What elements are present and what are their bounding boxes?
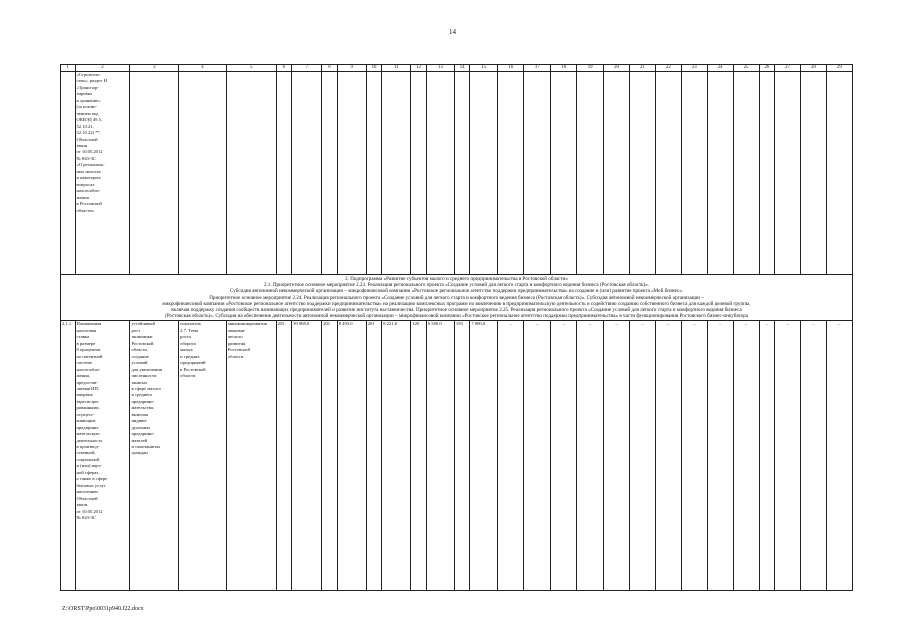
table-cell: – (733, 321, 759, 591)
column-number: 14 (454, 65, 470, 72)
table-cell: – (800, 321, 826, 591)
table-cell: – (551, 321, 577, 591)
page-number: 14 (449, 28, 456, 36)
column-number: 1 (61, 65, 76, 72)
column-number: 12 (411, 65, 427, 72)
column-number: 21 (629, 65, 655, 72)
table-cell: 6 500,0 (426, 321, 454, 591)
column-number: 28 (800, 65, 826, 72)
measure-description: Пониженная налоговая ставка в размере 0 процентов по патентной системе налогообло- жения, предостав- ляемая ИП, впервые зарегистри- рованными, осущест- вляющим предприни- мательскую деятельность в производ- ственной, социальной и (или) науч- ной сферах, а также в сфере бытовых услуг населению. Областной закон от 10.05.2012 № 843-ЗС (75, 321, 130, 591)
column-number: 29 (826, 65, 852, 72)
table-cell: 201 (366, 321, 382, 591)
main-table (60, 64, 853, 591)
measure-goal: устойчивый рост экономики Ростовской области, создание условий для увеличения численности занятых в сфере малого и среднего предприни- мательства, включая индиви- дуальных предприни- мателей и самозанятых граждан (130, 321, 179, 591)
column-number: 26 (759, 65, 775, 72)
data-row (61, 321, 853, 591)
column-number: 8 (322, 65, 338, 72)
table-cell: 8 221,0 (382, 321, 411, 591)
table-cell: – (707, 321, 733, 591)
column-number: 25 (733, 65, 759, 72)
table-cell: – (759, 321, 775, 591)
column-number: 20 (604, 65, 630, 72)
row-number: 2.1.1. (61, 321, 76, 591)
file-path: Z:\ORST\Ppo\0031p940.f22.docx (62, 606, 144, 612)
table-cell: 201 (322, 321, 338, 591)
table-cell: – (655, 321, 681, 591)
table-cell: – (681, 321, 707, 591)
table-cell: – (604, 321, 630, 591)
column-number: 27 (775, 65, 801, 72)
column-number: 2 (75, 65, 130, 72)
column-number: 19 (577, 65, 604, 72)
continuation-row (61, 72, 853, 275)
subprogram-title: 2. Подпрограмма «Развитие субъектов малого и среднего предпринимательства в Ростовской области» (345, 276, 568, 282)
table-cell: 120 (411, 321, 427, 591)
column-number: 6 (276, 65, 292, 72)
column-number: 7 (292, 65, 322, 72)
subprogram-row (61, 275, 853, 321)
column-number: 9 (337, 65, 366, 72)
column-number-row (61, 65, 853, 72)
column-number: 10 (366, 65, 382, 72)
column-number: 22 (655, 65, 681, 72)
table-cell: 8 493,0 (337, 321, 366, 591)
column-number: 3 (130, 65, 179, 72)
table-cell: – (524, 321, 551, 591)
table-cell: – (775, 321, 801, 591)
table-cell: – (577, 321, 604, 591)
column-number: 11 (382, 65, 411, 72)
subprogram-cell (61, 275, 853, 321)
column-number: 17 (524, 65, 551, 72)
column-number: 24 (707, 65, 733, 72)
column-number: 13 (426, 65, 454, 72)
column-number: 23 (681, 65, 707, 72)
table-cell: – (826, 321, 852, 591)
column-number: 4 (179, 65, 227, 72)
subprogram-text: 2.1. Приоритетное основное мероприятие 2.23. Реализация регионального проекта «Создание условий для легкого старта и комфортного ведения бизнеса (Ростовская область)». Субсидия автономной некоммерческой организации – микрофинансовой компании «Ростовское региональное агентство поддержки предпринимательства» на создание и (или) развитие проекта «Мой бизнес». Приоритетное основное мероприятие 2.24. Реализация регионального проекта «Создание условий для легкого старта и комфортного ведения бизнеса (Ростовская область)». Субсидия автономной некоммерческой организации – микрофинансовой компании «Ростовское региональное агентство поддержки предпринимательства» на реализацию комплексных программ по вовлечению в предпринимательскую деятельность и содействию созданию собственного бизнеса для каждой целевой группы, включая поддержку создания сообществ начинающих предпринимателей и развитие института наставничества. Приоритетное основное мероприятие 2.25. Реализация регионального проекта «Создание условий для легкого старта и комфортного ведения бизнеса (Ростовская область)». Субсидия на обеспечение деятельности автономной некоммерческой организации – микрофинансовой компании «Ростовское региональное агентство поддержки предпринимательства» в части функционирования Ростовского бизнес-инкубатора (162, 282, 751, 320)
table-cell: – (629, 321, 655, 591)
indicator: показатель 2.7. Темп роста оборота малых и средних предприятий в Ростовской области (179, 321, 227, 591)
continuation-cell: «Строитель- ство»; раздел H «Транспор- тировка и хранение» (за исклю- чением код ОКВЭД 49.5, 52.10.21, 52.10.22) **. Областной закон от 10.05.2012 № 843-ЗС «О региональ- ных налогах и некоторых вопросах налогообло- жения в Ростовской области» (75, 72, 130, 275)
table-cell: 39 968,0 (292, 321, 322, 591)
responsible-body: минэкономразвития экономи- ческого развития Ростовской области (226, 321, 276, 591)
column-number: 16 (498, 65, 524, 72)
column-number: 18 (551, 65, 577, 72)
table-cell: – (498, 321, 524, 591)
column-number: 5 (226, 65, 276, 72)
column-number: 15 (470, 65, 498, 72)
table-cell: 255 (276, 321, 292, 591)
table-cell: 150 (454, 321, 470, 591)
table-cell: 7 000,0 (470, 321, 498, 591)
